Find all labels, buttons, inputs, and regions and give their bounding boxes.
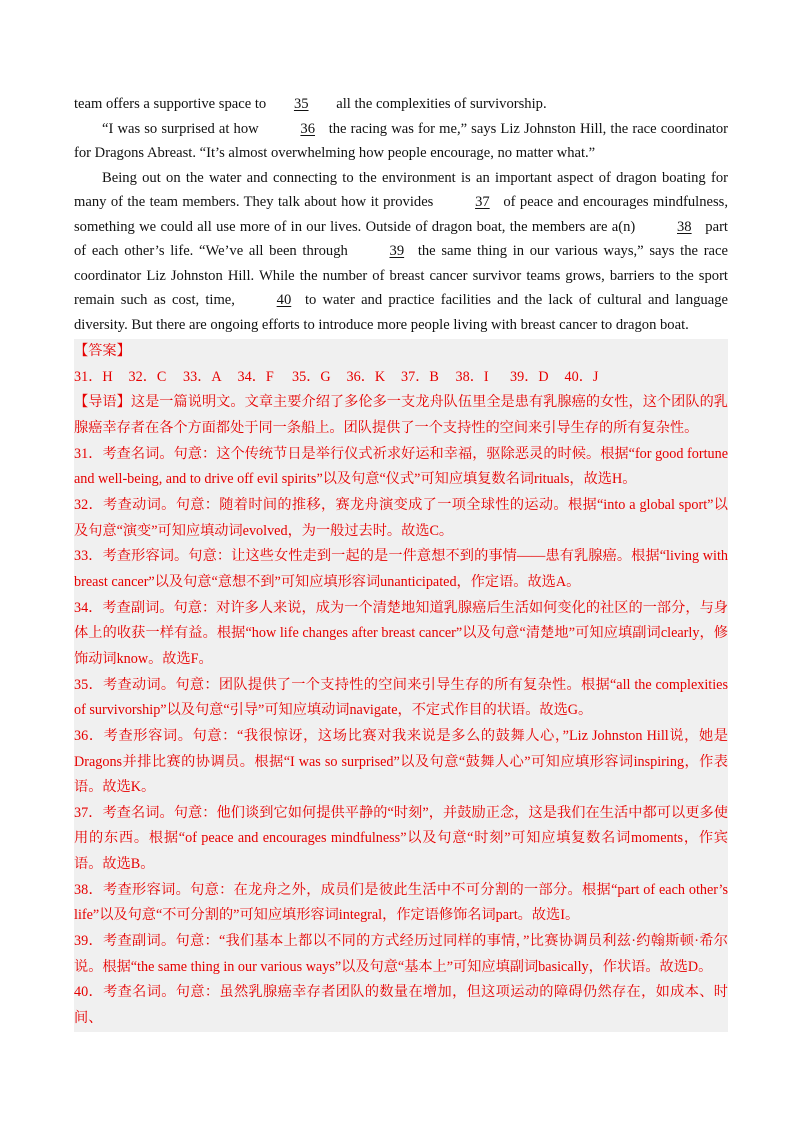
blank-39: 39 bbox=[389, 243, 405, 259]
answer-item: 35．G bbox=[292, 368, 331, 385]
answer-item: 33．A bbox=[183, 368, 222, 385]
answer-item: 40．J bbox=[564, 368, 599, 385]
answer-item: 32．C bbox=[128, 368, 167, 385]
passage-text: all the complexities of survivorship. bbox=[336, 96, 547, 112]
answer-item: 36．K bbox=[346, 368, 386, 385]
passage-text: “I was so surprised at how bbox=[102, 120, 259, 137]
explanation-37: 37．考查名词。句意：他们谈到它如何提供平静的“时刻”，并鼓励正念，这是我们在生活中都可以更多使用的东西。根据“of peace and encourages mindfulness”以及句意“时刻”可知应填复数名词moments，作宾语。故选B。 bbox=[74, 804, 728, 873]
answer-item: 31．H bbox=[74, 368, 113, 385]
answer-section bbox=[74, 339, 728, 1032]
passage-paragraph-3 bbox=[74, 166, 728, 338]
passage-text: the same thing in our various ways,” says the race coordinator Liz Johnston Hill. While the number of breast cancer survivor teams grows, barriers to the sport remain such as cost, time, bbox=[74, 243, 728, 308]
explanation-36: 36．考查形容词。句意：“我很惊讶，这场比赛对我来说是多么的鼓舞人心，”Liz Johnston Hill说，她是Dragons并排比赛的协调员。根据“I was so surprised”以及句意“鼓舞人心”可知应填形容词inspiring，作表语。故选K。 bbox=[74, 727, 728, 796]
explanation-31: 31．考查名词。句意：这个传统节日是举行仪式祈求好运和幸福，驱除恶灵的时候。根据“for good fortune and well-being, and to drive off evil spirits”以及句意“仪式”可知应填复数名词rituals，故选H。 bbox=[74, 445, 728, 488]
explanation-38: 38．考查形容词。句意：在龙舟之外，成员们是彼此生活中不可分割的一部分。根据“part of each other’s life”以及句意“不可分割的”可知应填形容词integral，作定语修饰名词part。故选I。 bbox=[74, 881, 728, 924]
explanation-40: 40．考查名词。句意：虽然乳腺癌幸存者团队的数量在增加，但这项运动的障碍仍然存在，如成本、时间、 bbox=[74, 984, 728, 1027]
explanation-32: 32．考查动词。句意：随着时间的推移，赛龙舟演变成了一项全球性的运动。根据“into a global sport”以及句意“演变”可知应填动词evolved，为一般过去时。故选C。 bbox=[74, 496, 728, 539]
answer-header: 【答案】 bbox=[74, 343, 131, 359]
explanation-34: 34．考查副词。句意：对许多人来说，成为一个清楚地知道乳腺癌后生活如何变化的社区的一部分，与身体上的收获一样有益。根据“how life changes after breast cancer”以及句意“清楚地”可知应填副词clearly，修饰动词know。故选F。 bbox=[74, 599, 728, 667]
passage-text: of peace and encourages mindfulness, something we could all use more of in our lives. Outside of dragon boat, the members are a(n) bbox=[74, 194, 728, 235]
explanation-35: 35．考查动词。句意：团队提供了一个支持性的空间来引导生存的所有复杂性。根据“all the complexities of survivorship”以及句意“引导”可知应填动词navigate，不定式作目的状语。故选G。 bbox=[74, 676, 728, 719]
passage-text: team offers a supportive space to bbox=[74, 96, 267, 112]
answer-item: 37．B bbox=[401, 368, 439, 385]
blank-35: 35 bbox=[293, 96, 309, 112]
passage-text: to water and practice facilities and the lack of cultural and language diversity. But there are ongoing efforts to introduce more people living with breast cancer to dragon boat. bbox=[74, 292, 728, 333]
answer-key-row bbox=[74, 365, 728, 391]
blank-37: 37 bbox=[475, 194, 490, 210]
passage-line-35 bbox=[74, 92, 728, 117]
guide-text: 【导语】这是一篇说明文。文章主要介绍了多伦多一支龙舟队伍里全是患有乳腺癌的女性，这个团队的乳腺癌幸存者在各个方面都处于同一条船上。团队提供了一个支持性的空间来引导生存的所有复杂性。 bbox=[74, 394, 728, 436]
blank-40: 40 bbox=[276, 292, 292, 308]
blank-36: 36 bbox=[300, 120, 315, 137]
passage-text: part of each other’s life. “We’ve all been through bbox=[74, 218, 728, 259]
passage-paragraph-2 bbox=[74, 117, 728, 166]
answer-item: 39．D bbox=[510, 368, 549, 385]
answer-item: 38．I bbox=[455, 368, 489, 385]
passage-text: Being out on the water and connecting to the environment is an important aspect of dragon boating for many of the team members. They talk about how it provides bbox=[74, 169, 728, 210]
explanation-33: 33．考查形容词。句意：让这些女性走到一起的是一件意想不到的事情——患有乳腺癌。根据“living with breast cancer”以及句意“意想不到”可知应填形容词unanticipated，作定语。故选A。 bbox=[74, 548, 728, 590]
blank-38: 38 bbox=[677, 218, 692, 235]
passage-text: the racing was for me,” says Liz Johnston Hill, the race coordinator for Dragons Abreast. “It’s almost overwhelming how people encourage, no matter what.” bbox=[74, 120, 729, 161]
explanation-39: 39．考查副词。句意：“我们基本上都以不同的方式经历过同样的事情，”比赛协调员利兹·约翰斯顿·希尔说。根据“the same thing in our various ways”以及句意“基本上”可知应填副词basically，作状语。故选D。 bbox=[74, 933, 728, 975]
passage bbox=[74, 92, 728, 337]
answer-item: 34．F bbox=[237, 368, 274, 385]
